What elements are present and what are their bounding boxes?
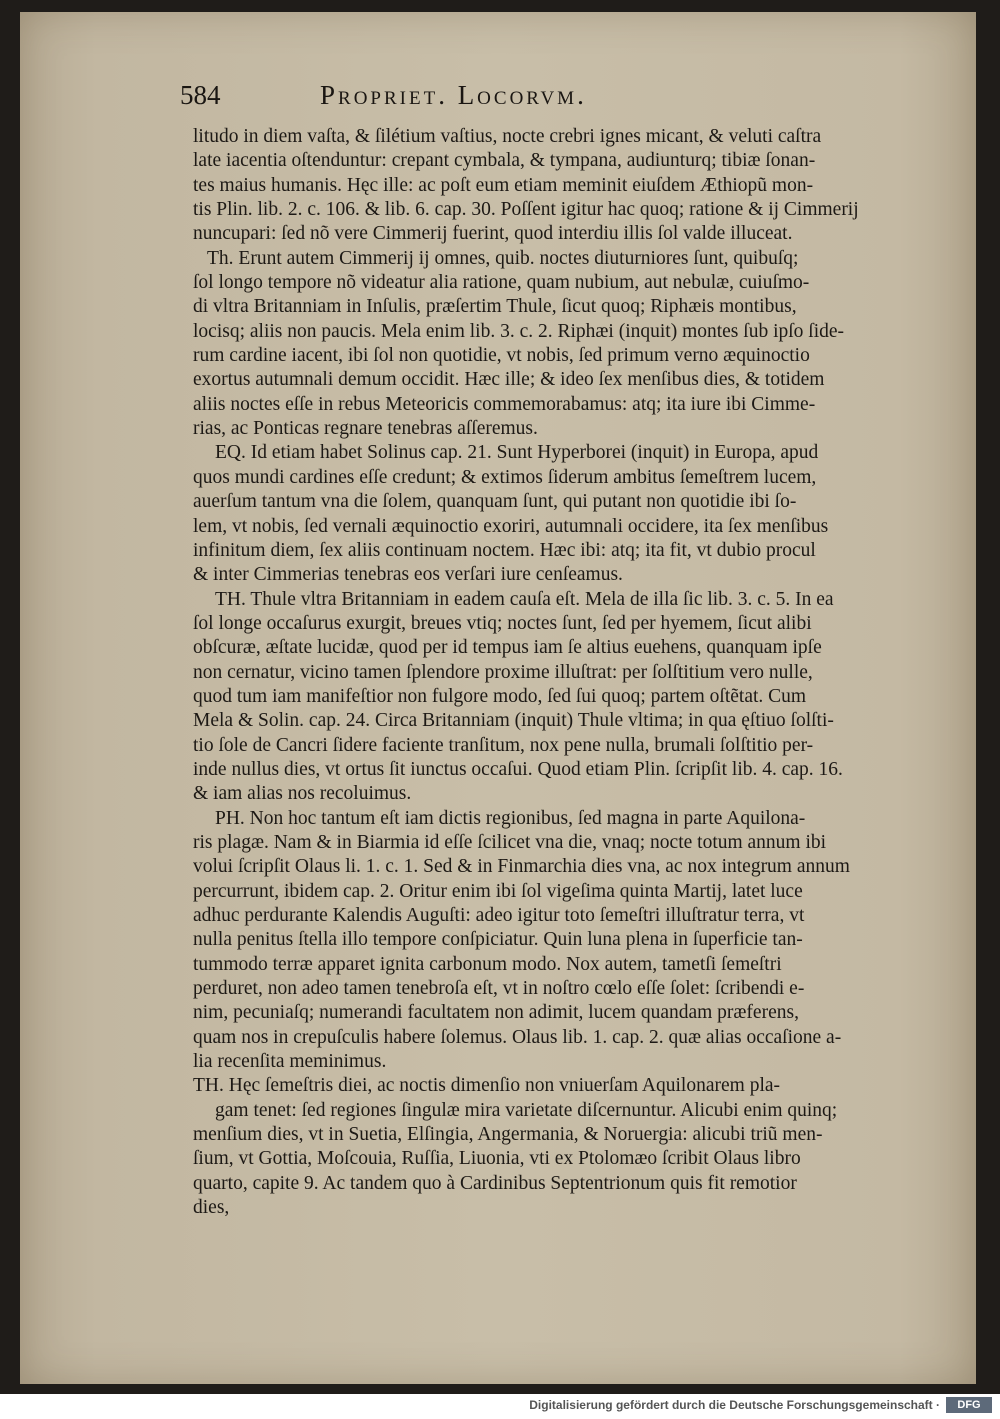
text-line: tio ſole de Cancri ſidere faciente tranſitum, nox pene nulla, brumali ſolſtitio per- xyxy=(193,734,814,756)
text-line: ris plagæ. Nam & in Biarmia id eſſe ſcilicet vna die, vnaq; nocte totum annum ibi xyxy=(193,831,827,853)
text-line: & inter Cimmerias tenebras eos verſari iure cenſeamus. xyxy=(193,564,623,586)
text-line: adhuc perdurante Kalendis Auguſti: adeo igitur toto ſemeſtri illuſtratur terra, vt xyxy=(193,905,805,926)
text-line: litudo in diem vaſta, & ſilétium vaſtius, nocte crebri ignes micant, & veluti caſtra xyxy=(193,126,822,147)
text-line: dies, xyxy=(193,1197,230,1219)
text-line: ſol longe occaſurus exurgit, breues vtiq; noctes ſunt, ſed per hyemem, ſicut alibi xyxy=(193,612,812,634)
body-text xyxy=(193,125,923,1245)
text-line: aliis noctes eſſe in rebus Meteoricis commemorabamus: atq; ita iure ibi Cimme- xyxy=(193,393,816,415)
running-title: Propriet. Locorvm. xyxy=(320,80,587,110)
text-line: ſol longo tempore nõ videatur alia ratione, quam nubium, aut nebulæ, cuiuſmo- xyxy=(193,272,810,294)
text-line xyxy=(193,1220,923,1244)
text-line: locisq; aliis non paucis. Mela enim lib. 3. c. 2. Riphæi (inquit) montes ſub ipſo ſide- xyxy=(193,320,845,342)
text-line: di vltra Britanniam in Inſulis, præſertim Thule, ſicut quoq; Riphæis montibus, xyxy=(193,296,797,318)
dfg-logo: DFG xyxy=(946,1397,992,1413)
text-line: Mela & Solin. cap. 24. Circa Britanniam (inquit) Thule vltima; in qua ęſtiuo ſolſti- xyxy=(193,710,834,732)
text-line: perduret, non adeo tamen tenebroſa eſt, vt in noſtro cœlo eſſe ſolet: ſcribendi e- xyxy=(193,978,805,1000)
text-line: & iam alias nos recoluimus. xyxy=(193,783,412,805)
text-line: EQ. Id etiam habet Solinus cap. 21. Sunt Hyperborei (inquit) in Europa, apud xyxy=(215,442,819,464)
text-line: rias, ac Ponticas regnare tenebras aſſeremus. xyxy=(193,418,538,440)
text-line: quam nos in crepuſculis habere ſolemus. Olaus lib. 1. cap. 2. quæ alias occaſione a- xyxy=(193,1026,842,1048)
page-header xyxy=(180,80,800,120)
text-line: menſium dies, vt in Suetia, Elſingia, Angermania, & Noruergia: alicubi triũ men- xyxy=(193,1124,823,1146)
text-line: PH. Non hoc tantum eſt iam dictis regionibus, ſed magna in parte Aquilona- xyxy=(215,807,806,829)
funding-caption: Digitalisierung gefördert durch die Deutsche Forschungsgemeinschaft · xyxy=(529,1398,940,1412)
text-line: TH. Thule vltra Britanniam in eadem cauſa eſt. Mela de illa ſic lib. 3. c. 5. In ea xyxy=(215,588,834,610)
text-line: TH. Hęc ſemeſtris diei, ac noctis dimenſio non vniuerſam Aquilonarem pla- xyxy=(193,1075,781,1097)
text-line: quos mundi cardines eſſe credunt; & extimos ſiderum ambitus ſemeſtrem lucem, xyxy=(193,466,817,488)
text-line: late iacentia oſtenduntur: crepant cymbala, & tympana, audiunturq; tibiæ ſonan- xyxy=(193,150,816,172)
page-number: 584 xyxy=(180,80,221,110)
text-line: lem, vt nobis, ſed vernali æquinoctio exoriri, autumnali occidere, ita ſex menſibus xyxy=(193,515,829,537)
text-line: non cernatur, vicino tamen ſplendore proxime illuſtrat: per ſolſtitium vero nulle, xyxy=(193,661,813,683)
text-line: gam tenet: ſed regiones ſingulæ mira varietate diſcernuntur. Alicubi enim quinq; xyxy=(215,1099,838,1121)
text-line: nim, pecuniaſq; numerandi facultatem non adimit, lucem quandam præferens, xyxy=(193,1002,799,1024)
text-line: tis Plin. lib. 2. c. 106. & lib. 6. cap. 30. Poſſent igitur hac quoq; ratione & ij Cimmerij xyxy=(193,199,859,221)
text-line: auerſum tantum vna die ſolem, quanquam ſunt, qui putant non quotidie ibi ſo- xyxy=(193,491,797,513)
text-line: quod tum iam manifeſtior non fulgore modo, ſed ſui quoq; partem oſtẽtat. Cum xyxy=(193,685,807,707)
text-line: inde nullus dies, vt ortus ſit iunctus occaſui. Quod etiam Plin. ſcripſit lib. 4. cap. 16. xyxy=(193,758,843,780)
text-line: tes maius humanis. Hęc ille: ac poſt eum etiam meminit eiuſdem Æthiopũ mon- xyxy=(193,174,814,196)
text-line: volui ſcripſit Olaus li. 1. c. 1. Sed & in Finmarchia dies vna, ac nox integrum annum xyxy=(193,856,850,878)
text-line: obſcuræ, æſtate lucidæ, quod per id tempus iam ſe altius euehens, quanquam ipſe xyxy=(193,637,822,659)
text-line: infinitum diem, ſex aliis continuam noctem. Hæc ibi: atq; ita fit, vt dubio procul xyxy=(193,539,816,561)
text-line: nulla penitus ſtella illo tempore conſpiciatur. Quin luna plena in ſuperficie tan- xyxy=(193,929,803,951)
text-line: Th. Erunt autem Cimmerij ij omnes, quib. noctes diuturniores ſunt, quibuſq; xyxy=(207,247,799,269)
text-line: nuncupari: ſed nõ vere Cimmerij fuerint, quod interdiu illis ſol valde illuceat. xyxy=(193,223,793,245)
footer xyxy=(0,1394,1000,1419)
text-line: percurrunt, ibidem cap. 2. Oritur enim ibi ſol vigeſima quinta Martij, latet luce xyxy=(193,880,803,902)
text-line: quarto, capite 9. Ac tandem quo à Cardinibus Septentrionum quis fit remotior xyxy=(193,1172,797,1194)
text-line: rum cardine iacent, ibi ſol non quotidie, vt nobis, ſed primum verno æquinoctio xyxy=(193,345,810,367)
text-line: lia recenſita meminimus. xyxy=(193,1051,387,1073)
text-line: ſium, vt Gottia, Moſcouia, Ruſſia, Liuonia, vti ex Ptolomæo ſcribit Olaus libro xyxy=(193,1148,801,1170)
text-line: exortus autumnali demum occidit. Hæc ille; & ideo ſex menſibus dies, & totidem xyxy=(193,369,825,391)
text-line: tummodo terræ apparet ignita carbonum modo. Nox autem, tametſi ſemeſtri xyxy=(193,953,782,975)
